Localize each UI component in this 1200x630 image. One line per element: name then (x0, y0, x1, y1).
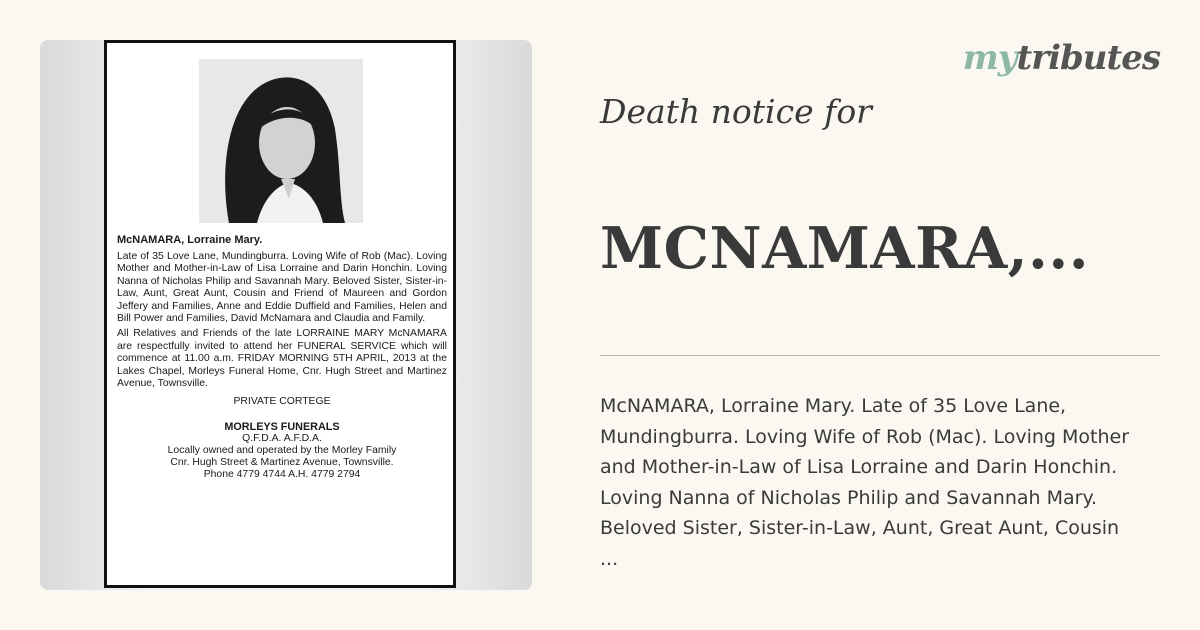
funeral-home-line2: Cnr. Hugh Street & Martinez Avenue, Townsville. (170, 457, 394, 469)
notice-name-line: McNAMARA, Lorraine Mary. (117, 234, 263, 246)
funeral-home-line1: Locally owned and operated by the Morley Family (167, 445, 397, 457)
death-notice-image (40, 40, 532, 590)
funeral-home-name: MORLEYS FUNERALS (224, 421, 340, 434)
logo-tributes: tributes (1016, 38, 1160, 78)
funeral-home-phone: Phone 4779 4744 A.H. 4779 2794 (203, 469, 361, 481)
divider (600, 355, 1160, 356)
logo-my: my (962, 38, 1017, 78)
newspaper-notice (104, 40, 456, 588)
funeral-home-qualifications: Q.F.D.A. A.F.D.A. (242, 433, 322, 445)
notice-cortege: PRIVATE CORTEGE (233, 396, 331, 408)
funeral-home-block (117, 421, 447, 481)
notice-body (117, 233, 447, 481)
mytributes-logo[interactable] (963, 38, 1160, 78)
notice-excerpt: McNAMARA, Lorraine Mary. Late of 35 Love Lane, Mundingburra. Loving Wife of Rob (Mac). Loving Mother and Mother-in-Law of Lisa Lorraine and Darin Honchin. Loving Nanna of Nicholas Philip and Savannah Mary. Beloved Sister, Sister-in-Law, Aunt, Great Aunt, Cousin ... (600, 395, 1130, 570)
notice-family-paragraph: Late of 35 Love Lane, Mundingburra. Loving Wife of Rob (Mac). Loving Mother and Mother-in-Law of Lisa Lorraine and Darin Honchin. Loving Nanna of Nicholas Philip and Savannah Mary. Beloved Sister, Sister-in-Law, Aunt, Great Aunt, Cousin and Friend of Maureen and Gordon Jeffery and Families, Anne and Eddie Duffield and Families, Helen and Bill Power and Families, David McNamara and Claudia and Family. (117, 251, 447, 325)
deceased-name: MCNAMARA,... (600, 215, 1090, 282)
notice-service-paragraph: All Relatives and Friends of the late LORRAINE MARY McNAMARA are respectfully invited to attend her FUNERAL SERVICE which will commence at 11.00 a.m. FRIDAY MORNING 5TH APRIL, 2013 at the Lakes Chapel, Morleys Funeral Home, Cnr. Hugh Street and Martinez Avenue, Townsville. (117, 328, 447, 390)
page-subtitle: Death notice for (600, 92, 872, 131)
portrait-photo (199, 59, 363, 223)
